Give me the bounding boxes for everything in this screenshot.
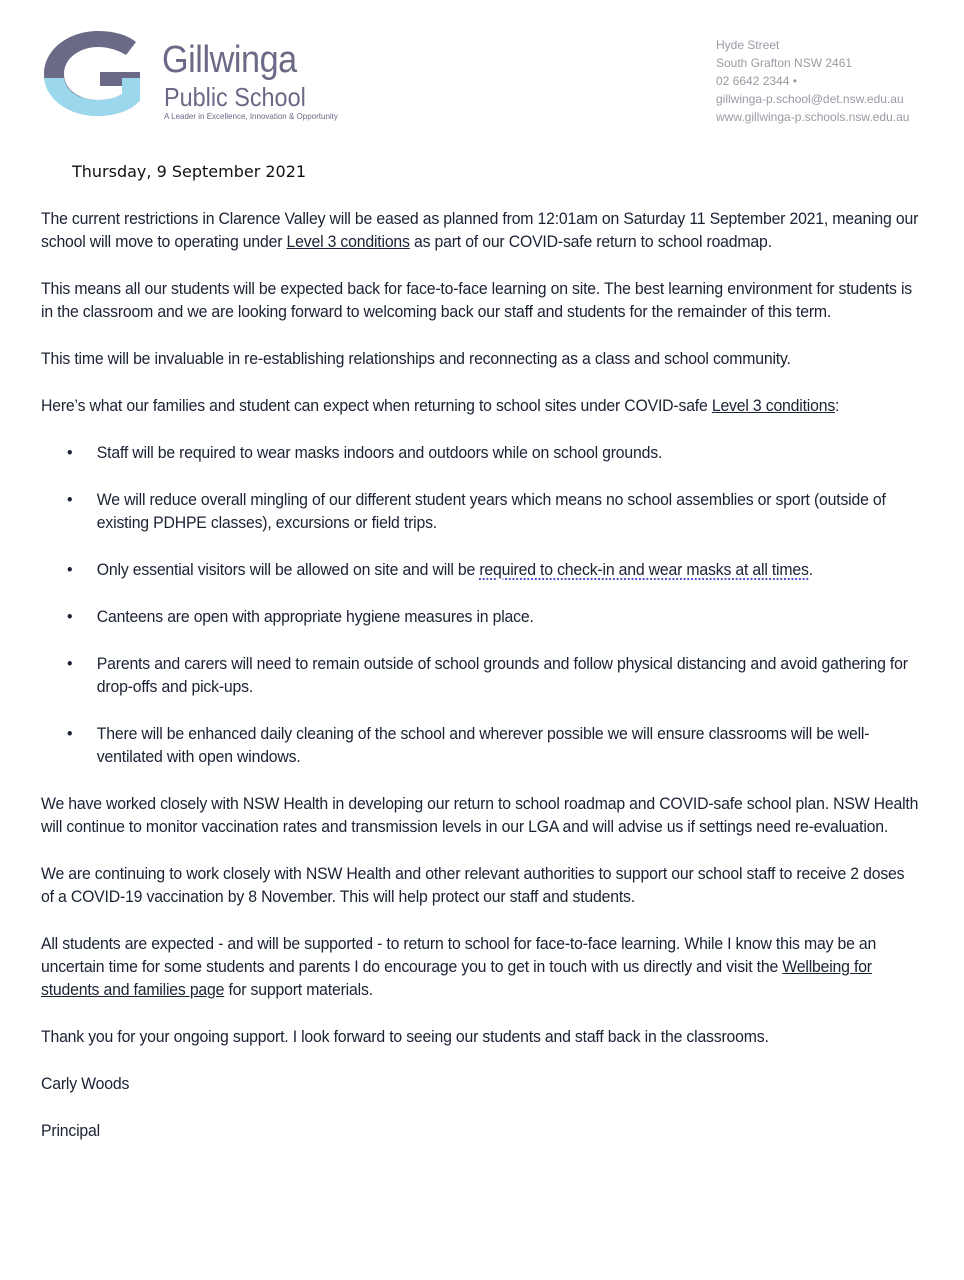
list-item-text: . <box>808 560 813 579</box>
bullet-icon: • <box>67 560 73 579</box>
expectations-list <box>41 441 921 768</box>
list-item <box>41 441 917 464</box>
paragraph-text: : <box>835 396 840 415</box>
list-item-text: Only essential visitors will be allowed on site and will be <box>96 560 480 579</box>
signer-name: Carly Woods <box>41 1074 130 1093</box>
list-item <box>41 605 917 628</box>
paragraph-text: for support materials. <box>224 980 373 999</box>
list-item-text: Parents and carers will need to remain outside of school grounds and follow physical distancing and avoid gathering for drop-offs and pick-ups. <box>96 654 908 696</box>
list-item <box>41 652 917 698</box>
level-3-conditions-link[interactable]: Level 3 conditions <box>711 396 836 415</box>
spellcheck-flagged-text[interactable]: required to check-in and wear masks at all times <box>479 560 809 579</box>
list-item-text: Staff will be required to wear masks indoors and outdoors while on school grounds. <box>96 443 663 462</box>
paragraph-support <box>41 932 921 1001</box>
wellbeing-page-link[interactable]: Wellbeing for students and families page <box>41 957 872 999</box>
school-logo <box>40 28 340 124</box>
paragraph-restrictions <box>41 207 921 253</box>
list-item <box>41 558 917 581</box>
bullet-icon: • <box>67 490 73 509</box>
logo-g-icon <box>40 28 160 118</box>
list-item-text: Canteens are open with appropriate hygiene measures in place. <box>96 607 534 626</box>
paragraph-nsw-health: We have worked closely with NSW Health in developing our return to school roadmap and COVID-safe school plan. NSW Health will continue to monitor vaccination rates and transmission levels in our LGA and will advise us if settings need re-evaluation. <box>41 794 919 836</box>
paragraph-text: as part of our COVID-safe return to school roadmap. <box>409 232 772 251</box>
paragraph-text: The current restrictions in Clarence Valley will be eased as planned from 12:01am on Saturday 11 September 2021, meaning our school will move to operating under <box>41 209 919 251</box>
address-email[interactable]: gillwinga-p.school@det.nsw.edu.au <box>716 92 904 106</box>
bullet-icon: • <box>67 443 73 462</box>
address-web[interactable]: www.gillwinga-p.schools.nsw.edu.au <box>716 110 910 124</box>
address-suburb: South Grafton NSW 2461 <box>716 56 853 70</box>
bullet-icon: • <box>67 607 73 626</box>
school-address <box>716 36 909 126</box>
bullet-icon: • <box>67 654 73 673</box>
paragraph-face-to-face: This means all our students will be expected back for face-to-face learning on site. The best learning environment for students is in the classroom and we are looking forward to welcoming back our staff and students for the remainder of this term. <box>41 279 913 321</box>
school-name: Gillwinga <box>162 39 297 81</box>
signer-role: Principal <box>41 1121 100 1140</box>
paragraph-thanks: Thank you for your ongoing support. I look forward to seeing our students and staff back in the classrooms. <box>41 1027 769 1046</box>
bullet-icon: • <box>67 724 73 743</box>
paragraph-text: All students are expected - and will be supported - to return to school for face-to-face learning. While I know this may be an uncertain time for some students and parents I do encourage you to get in touch with us directly and visit the <box>41 934 877 976</box>
paragraph-relationships: This time will be invaluable in re-establishing relationships and reconnecting as a class and school community. <box>41 349 791 368</box>
paragraph-text: Here’s what our families and student can expect when returning to school sites under COVID-safe <box>41 396 712 415</box>
school-type: Public School <box>164 82 306 112</box>
letter-body <box>41 207 921 1166</box>
paragraph-expectations <box>41 394 921 417</box>
list-item <box>41 722 917 768</box>
address-phone: 02 6642 2344 • <box>716 74 797 88</box>
list-item <box>41 488 917 534</box>
list-item-text: There will be enhanced daily cleaning of the school and wherever possible we will ensure classrooms will be well-ventilated with open windows. <box>96 724 870 766</box>
paragraph-vaccination: We are continuing to work closely with NSW Health and other relevant authorities to support our school staff to receive 2 doses of a COVID-19 vaccination by 8 November. This will help protect our staff and students. <box>41 864 905 906</box>
address-street: Hyde Street <box>716 38 780 52</box>
letter-date: Thursday, 9 September 2021 <box>72 162 307 181</box>
school-tagline: A Leader in Excellence, Innovation & Opportunity <box>164 112 338 121</box>
level-3-conditions-link[interactable]: Level 3 conditions <box>286 232 410 251</box>
list-item-text: We will reduce overall mingling of our different student years which means no school assemblies or sport (outside of existing PDHPE classes), excursions or field trips. <box>96 490 886 532</box>
